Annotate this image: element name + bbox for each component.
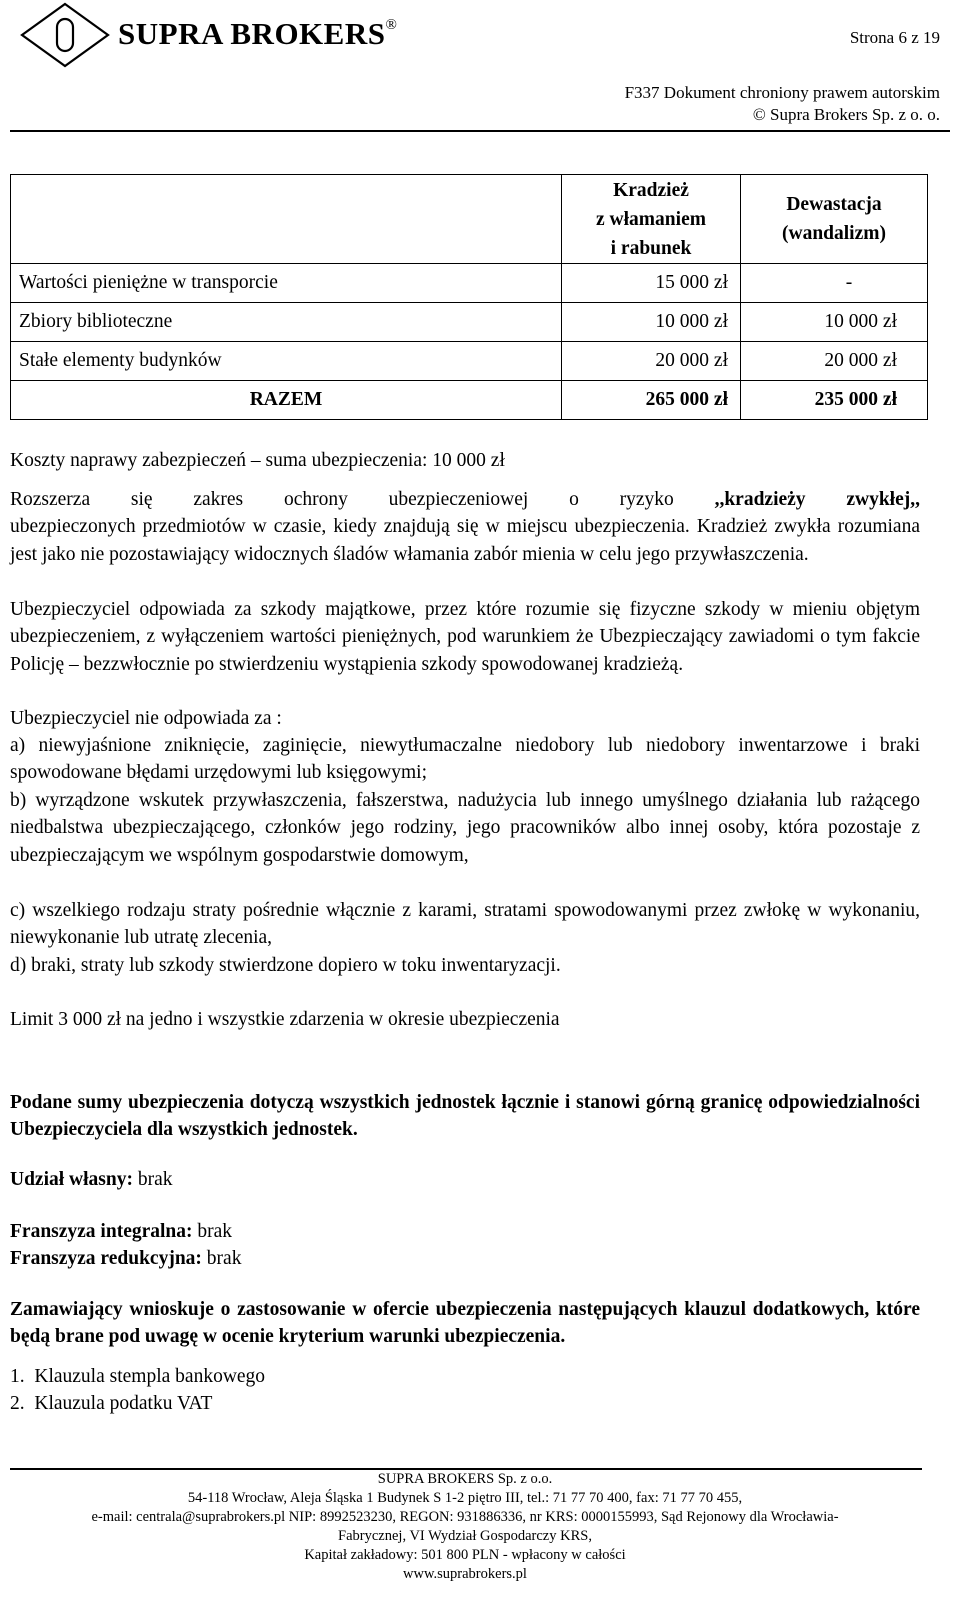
table-header-row <box>11 175 928 264</box>
exclusion-b: b) wyrządzone wskutek przywłaszczenia, fałszerstwa, nadużycia lub innego umyślnego działania lub rażącego niedbalstwa ubezpieczającego, członków jego rodziny, jego pracowników albo innej osoby, która pozostaje z ubezpieczającym we wspólnym gospodarstwie domowym, <box>10 790 920 866</box>
exclusion-c: c) wszelkiego rodzaju straty pośrednie włącznie z karami, stratami spowodowanymi przez zwłokę w wykonaniu, niewykonanie lub utratę zlecenia, <box>10 900 920 949</box>
vandalism-header: Dewastacja (wandalizm) <box>741 175 928 264</box>
table-header-empty <box>11 175 562 264</box>
page-number: Strona 6 z 19 <box>849 28 940 47</box>
clauses-intro: Zamawiający wnioskuje o zastosowanie w ofercie ubezpieczenia następujących klauzul dodatkowych, które będą brane pod uwagę w ocenie kryterium warunki ubezpieczenia. <box>10 1299 920 1348</box>
brand-name: SUPRA BROKERS® <box>118 16 398 51</box>
repair-costs-line: Koszty naprawy zabezpieczeń – suma ubezpieczenia: 10 000 zł <box>10 450 505 471</box>
franchise-reductive-line: Franszyza redukcyjna: brak <box>10 1248 242 1269</box>
exclusion-d: d) braki, straty lub szkody stwierdzone dopiero w toku inwentaryzacji. <box>10 955 561 976</box>
coverage-table <box>10 174 928 420</box>
sums-note: Podane sumy ubezpieczenia dotyczą wszystkich jednostek łącznie i stanowi górną granicę odpowiedzialności Ubezpieczyciela dla wszystkich jednostek. <box>10 1092 920 1141</box>
theft-header: Kradzież z włamaniem i rabunek <box>562 175 741 264</box>
exclusions-intro: Ubezpieczyciel nie odpowiada za : <box>10 708 282 729</box>
deductible-line: Udział własny: brak <box>10 1169 173 1190</box>
clause-item-1: 1. Klauzula stempla bankowego <box>10 1366 266 1387</box>
clause-item-2: 2. Klauzula podatku VAT <box>10 1393 213 1414</box>
franchise-integral-line: Franszyza integralna: brak <box>10 1221 233 1242</box>
table-row: Wartości pieniężne w transporcie 15 000 zł - <box>11 264 928 303</box>
table-total-row: RAZEM 265 000 zł 235 000 zł <box>11 381 928 420</box>
header-divider <box>10 130 950 132</box>
company-footer: SUPRA BROKERS Sp. z o.o. 54-118 Wrocław, Aleja Śląska 1 Budynek S 1-2 piętro III, tel.: 71 77 70 400, fax: 71 77 70 455, e-mail: centrala@suprabrokers.pl NIP: 8992523230, REGON: 931886336, nr KRS: 0000155993, Sąd Rejonowy dla Wrocławia- Fabrycznej, VI Wydział Gospodarczy KRS, Kapitał zakładowy: 501 800 PLN - wpłacony w całości www.suprabrokers.pl <box>91 1471 839 1582</box>
liability-paragraph: Ubezpieczyciel odpowiada za szkody majątkowe, przez które rozumie się fizyczne szkody w mieniu objętym ubezpieczeniem, z wyłączeniem wartości pieniężnych, pod warunkiem że Ubezpieczający zawiadomi o tym fakcie Policję – bezzwłocznie po stwierdzeniu wystąpienia szkody spowodowanej kradzieżą. <box>10 599 920 675</box>
table-row: Stałe elementy budynków 20 000 zł 20 000 zł <box>11 342 928 381</box>
document-id: F337 Dokument chroniony prawem autorskim © Supra Brokers Sp. z o. o. <box>624 83 940 124</box>
exclusion-a: a) niewyjaśnione zniknięcie, zaginięcie, niewytłumaczalne niedobory lub niedobory inwentarzowe i braki spowodowane błędami urzędowymi lub księgowymi; <box>10 735 920 784</box>
company-logo <box>20 2 110 68</box>
table-row: Zbiory biblioteczne 10 000 zł 10 000 zł <box>11 303 928 342</box>
extension-paragraph: Rozszerza się zakres ochrony ubezpieczeniowej o ryzyko ,,kradzieży zwykłej,, ubezpieczonych przedmiotów w czasie, kiedy znajdują się w miejscu ubezpieczenia. Kradzież zwykła rozumiana jest jako nie pozostawiający widocznych śladów włamania zabór mienia w celu jego przywłaszczenia. <box>10 489 920 565</box>
limit-line: Limit 3 000 zł na jedno i wszystkie zdarzenia w okresie ubezpieczenia <box>10 1009 560 1030</box>
